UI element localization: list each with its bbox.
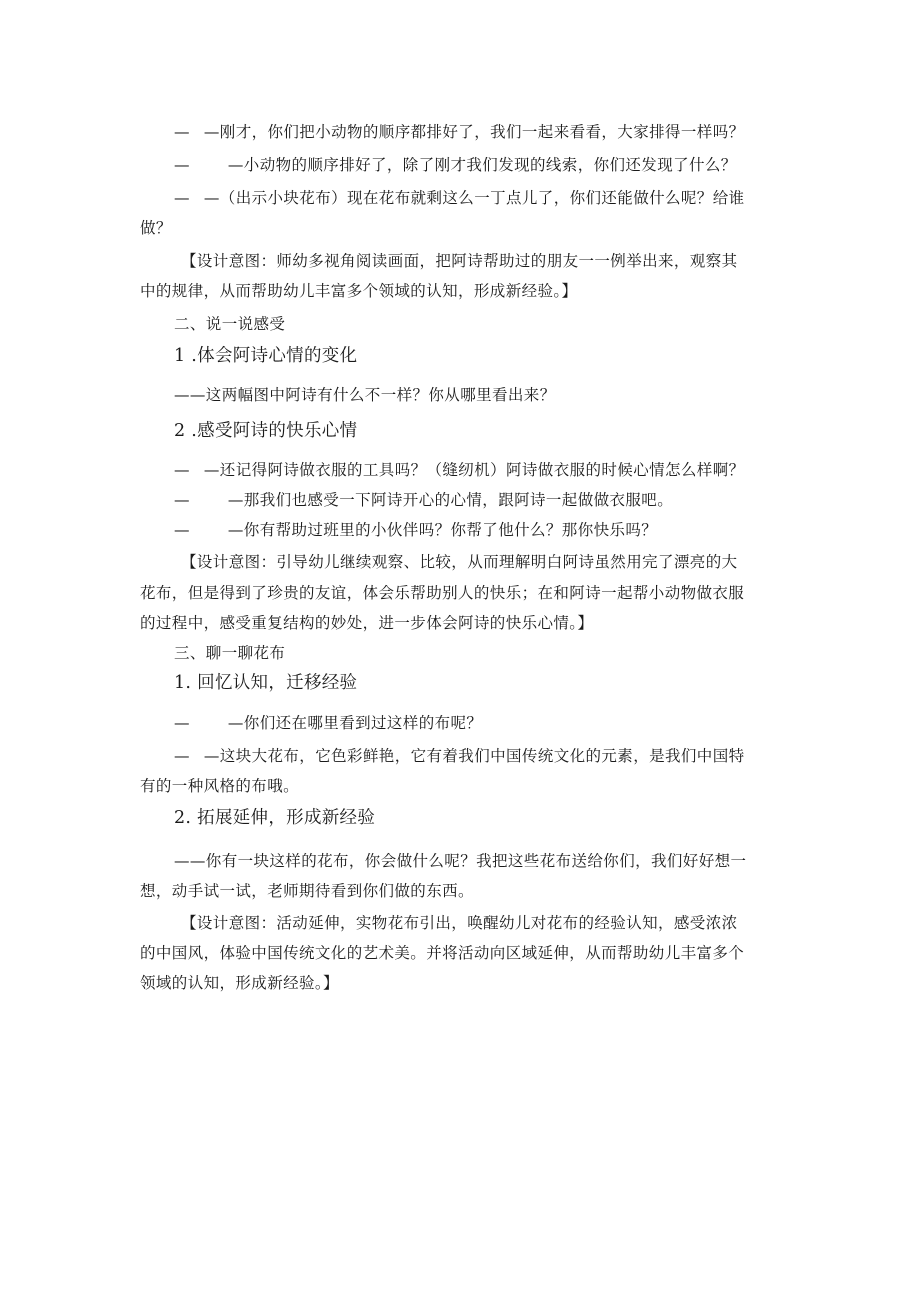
- design-intent-line: 花布，但是得到了珍贵的友谊，体会乐帮助别人的快乐；在和阿诗一起帮小动物做衣服: [140, 584, 745, 602]
- design-intent-line: 的过程中，感受重复结构的妙处，进一步体会阿诗的快乐心情。】: [140, 614, 594, 632]
- dialogue-line: — —那我们也感受一下阿诗开心的心情，跟阿诗一起做做衣服吧。: [174, 491, 674, 509]
- dialogue-line: — —你们还在哪里看到过这样的布呢？: [174, 714, 483, 732]
- design-intent-line: 中的规律，从而帮助幼儿丰富多个领域的认知，形成新经验。】: [140, 282, 578, 300]
- design-intent-line: 的中国风，体验中国传统文化的艺术美。并将活动向区域延伸，从而帮助幼儿丰富多个: [140, 944, 745, 962]
- subsection-heading: 2 .感受阿诗的快乐心情: [174, 421, 358, 441]
- paragraph-line: 想，动手试一试，老师期待看到你们做的东西。: [140, 882, 474, 900]
- paragraph-line: 有的一种风格的布哦。: [140, 777, 300, 795]
- dialogue-line: ——你有一块这样的花布，你会做什么呢？我把这些花布送给你们，我们好好想一: [174, 852, 747, 870]
- dialogue-line: — —还记得阿诗做衣服的工具吗？（缝纫机）阿诗做衣服的时候心情怎么样啊？: [174, 461, 745, 479]
- subsection-heading: 2. 拓展延伸，形成新经验: [174, 808, 376, 828]
- design-intent-line: 【设计意图：引导幼儿继续观察、比较，从而理解明白阿诗虽然用完了漂亮的大: [181, 553, 738, 571]
- dialogue-line: — —小动物的顺序排好了，除了刚才我们发现的线索，你们还发现了什么？: [174, 156, 737, 174]
- design-intent-line: 【设计意图：活动延伸，实物花布引出，唤醒幼儿对花布的经验认知，感受浓浓: [181, 914, 738, 932]
- dialogue-line: — —（出示小块花布）现在花布就剩这么一丁点儿了，你们还能做什么呢？给谁: [174, 189, 745, 207]
- dialogue-line: ——这两幅图中阿诗有什么不一样？你从哪里看出来？: [174, 386, 556, 404]
- dialogue-line: — —这块大花布，它色彩鲜艳，它有着我们中国传统文化的元素，是我们中国特: [174, 747, 745, 765]
- section-heading: 三、聊一聊花布: [174, 644, 286, 662]
- paragraph-line: 做？: [140, 219, 172, 237]
- subsection-heading: 1. 回忆认知，迁移经验: [174, 673, 358, 693]
- subsection-heading: 1 .体会阿诗心情的变化: [174, 346, 358, 366]
- design-intent-line: 领域的认知，形成新经验。】: [140, 974, 339, 992]
- design-intent-line: 【设计意图：师幼多视角阅读画面，把阿诗帮助过的朋友一一例举出来，观察其: [181, 252, 738, 270]
- dialogue-line: — —你有帮助过班里的小伙伴吗？你帮了他什么？那你快乐吗？: [174, 521, 658, 539]
- dialogue-line: — —刚才，你们把小动物的顺序都排好了，我们一起来看看，大家排得一样吗？: [174, 123, 745, 141]
- section-heading: 二、说一说感受: [174, 315, 286, 333]
